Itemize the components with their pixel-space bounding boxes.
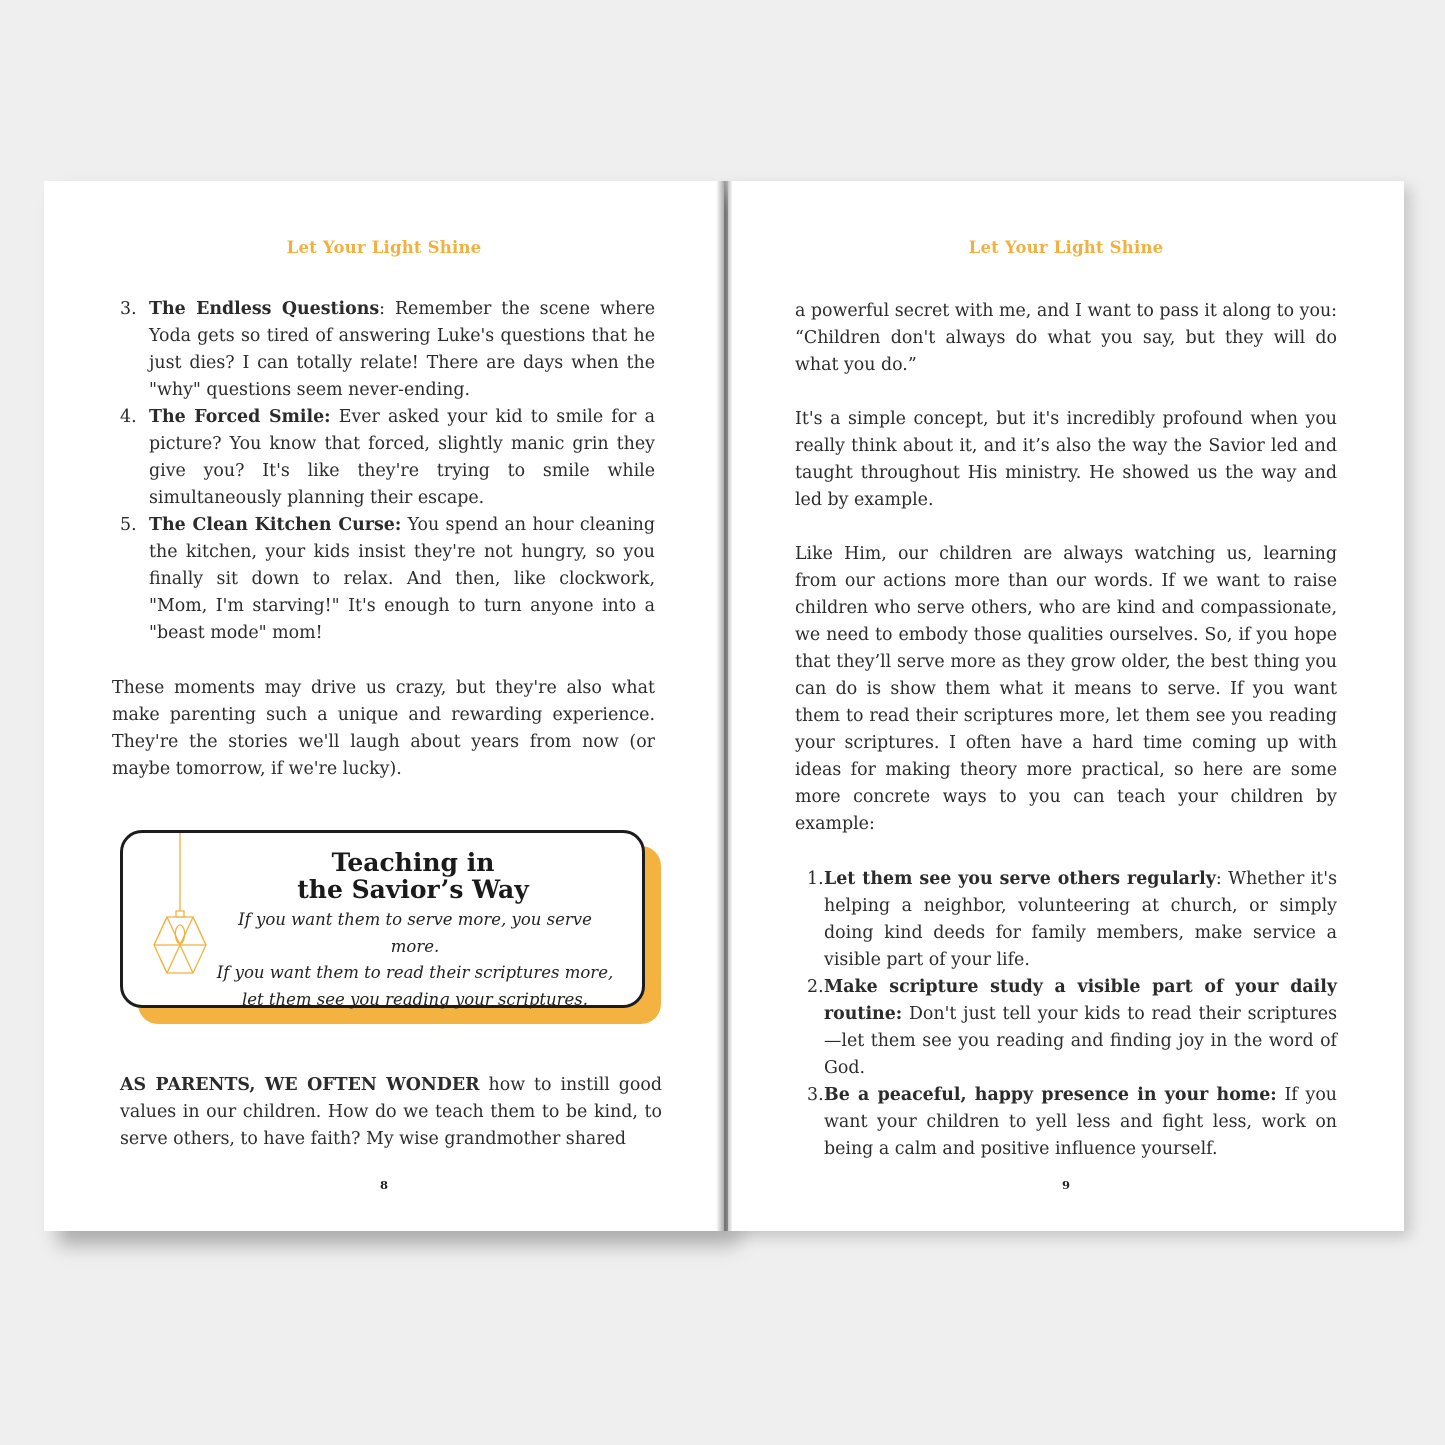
book-gutter — [716, 181, 732, 1231]
callout-title-line: the Savior’s Way — [297, 875, 529, 904]
page-number: 8 — [379, 1178, 388, 1192]
page-number: 9 — [1061, 1178, 1070, 1192]
list-item-title: The Endless Questions — [149, 299, 380, 319]
numbered-list — [120, 296, 655, 647]
numbered-list — [795, 866, 1337, 1163]
callout-body — [215, 907, 615, 1013]
list-number: 2. — [807, 977, 824, 997]
list-item-title: Make scripture study a visible part of your daily routine: — [824, 977, 1337, 1024]
callout-title — [253, 849, 573, 903]
left-page — [44, 181, 724, 1231]
body-paragraph: It's a simple concept, but it's incredibly profound when you really think about it, and it’s also the way the Savior led and taught throughout His ministry. He showed us the way and led by example. — [795, 409, 1337, 510]
list-item — [795, 866, 1337, 974]
body-paragraph: These moments may drive us crazy, but they're also what make parenting such a unique and rewarding experience. They're the stories we'll laugh about years from now (or maybe tomorrow, if we're lucky). — [112, 678, 655, 779]
list-item — [120, 404, 655, 512]
list-item-title: Let them see you serve others regularly — [824, 869, 1216, 889]
list-item-title: Be a peaceful, happy presence in your home: — [824, 1085, 1277, 1105]
list-item-text: You spend an hour cleaning the kitchen, your kids insist they're not hungry, so you finally sit down to relax. And then, like clockwork, "Mom, I'm starving!" It's enough to turn anyone into a "beast mode" mom! — [149, 515, 655, 643]
callout-line: let them see you reading your scriptures. — [241, 989, 589, 1009]
list-item-title: The Clean Kitchen Curse: — [149, 515, 402, 535]
closing-text: how to instill good values in our children. How do we teach them to be kind, to serve others, to have faith? My wise grandmother shared — [120, 1075, 662, 1149]
list-number: 4. — [120, 407, 137, 427]
list-item-text: : Whether it's helping a neighbor, volunteering at church, or simply doing kind deeds for family members, make service a visible part of your life. — [824, 869, 1337, 970]
list-item — [795, 1082, 1337, 1163]
callout-line: If you want them to read their scriptures more, — [216, 963, 614, 982]
list-number: 3. — [120, 299, 137, 319]
callout-box — [120, 830, 645, 1008]
callout-title-line: Teaching in — [331, 848, 495, 877]
list-item-text: : Remember the scene where Yoda gets so tired of answering Luke's questions that he just dies? I can totally relate! There are days when the "why" questions seem never-ending. — [149, 299, 655, 400]
running-head: Let Your Light Shine — [286, 238, 482, 257]
body-paragraph: a powerful secret with me, and I want to pass it along to you: “Children don't always do what you say, but they will do what you do.” — [795, 301, 1337, 375]
list-item — [795, 974, 1337, 1082]
list-item — [120, 296, 655, 404]
closing-paragraph — [120, 1072, 662, 1153]
list-number: 1. — [807, 869, 824, 889]
list-item — [120, 512, 655, 647]
right-page — [728, 181, 1404, 1231]
list-number: 3. — [807, 1085, 824, 1105]
list-item-text: Don't just tell your kids to read their scriptures—let them see you reading and finding joy in the word of God. — [824, 1004, 1337, 1078]
pendant-lamp-icon — [145, 833, 215, 983]
callout-line: If you want them to serve more, you serve more. — [238, 910, 592, 956]
list-number: 5. — [120, 515, 137, 535]
running-head: Let Your Light Shine — [968, 238, 1164, 257]
body-paragraph: Like Him, our children are always watching us, learning from our actions more than our words. If we want to raise children who serve others, who are kind and compassionate, we need to embody those qualities ourselves. So, if you hope that they’ll serve more as they grow older, the best thing you can do is show them what it means to serve. If you want them to read their scriptures more, let them see you reading your scriptures. I often have a hard time coming up with ideas for making theory more practical, so here are some more concrete ways to you can teach your children by example: — [795, 544, 1337, 834]
list-item-text: Ever asked your kid to smile for a picture? You know that forced, slightly manic grin they give you? It's like they're trying to smile while simultaneously planning their escape. — [149, 407, 655, 508]
lead-in: AS PARENTS, WE OFTEN WONDER — [120, 1075, 480, 1095]
list-item-text: If you want your children to yell less and fight less, work on being a calm and positive influence yourself. — [824, 1085, 1337, 1159]
list-item-title: The Forced Smile: — [149, 407, 331, 427]
